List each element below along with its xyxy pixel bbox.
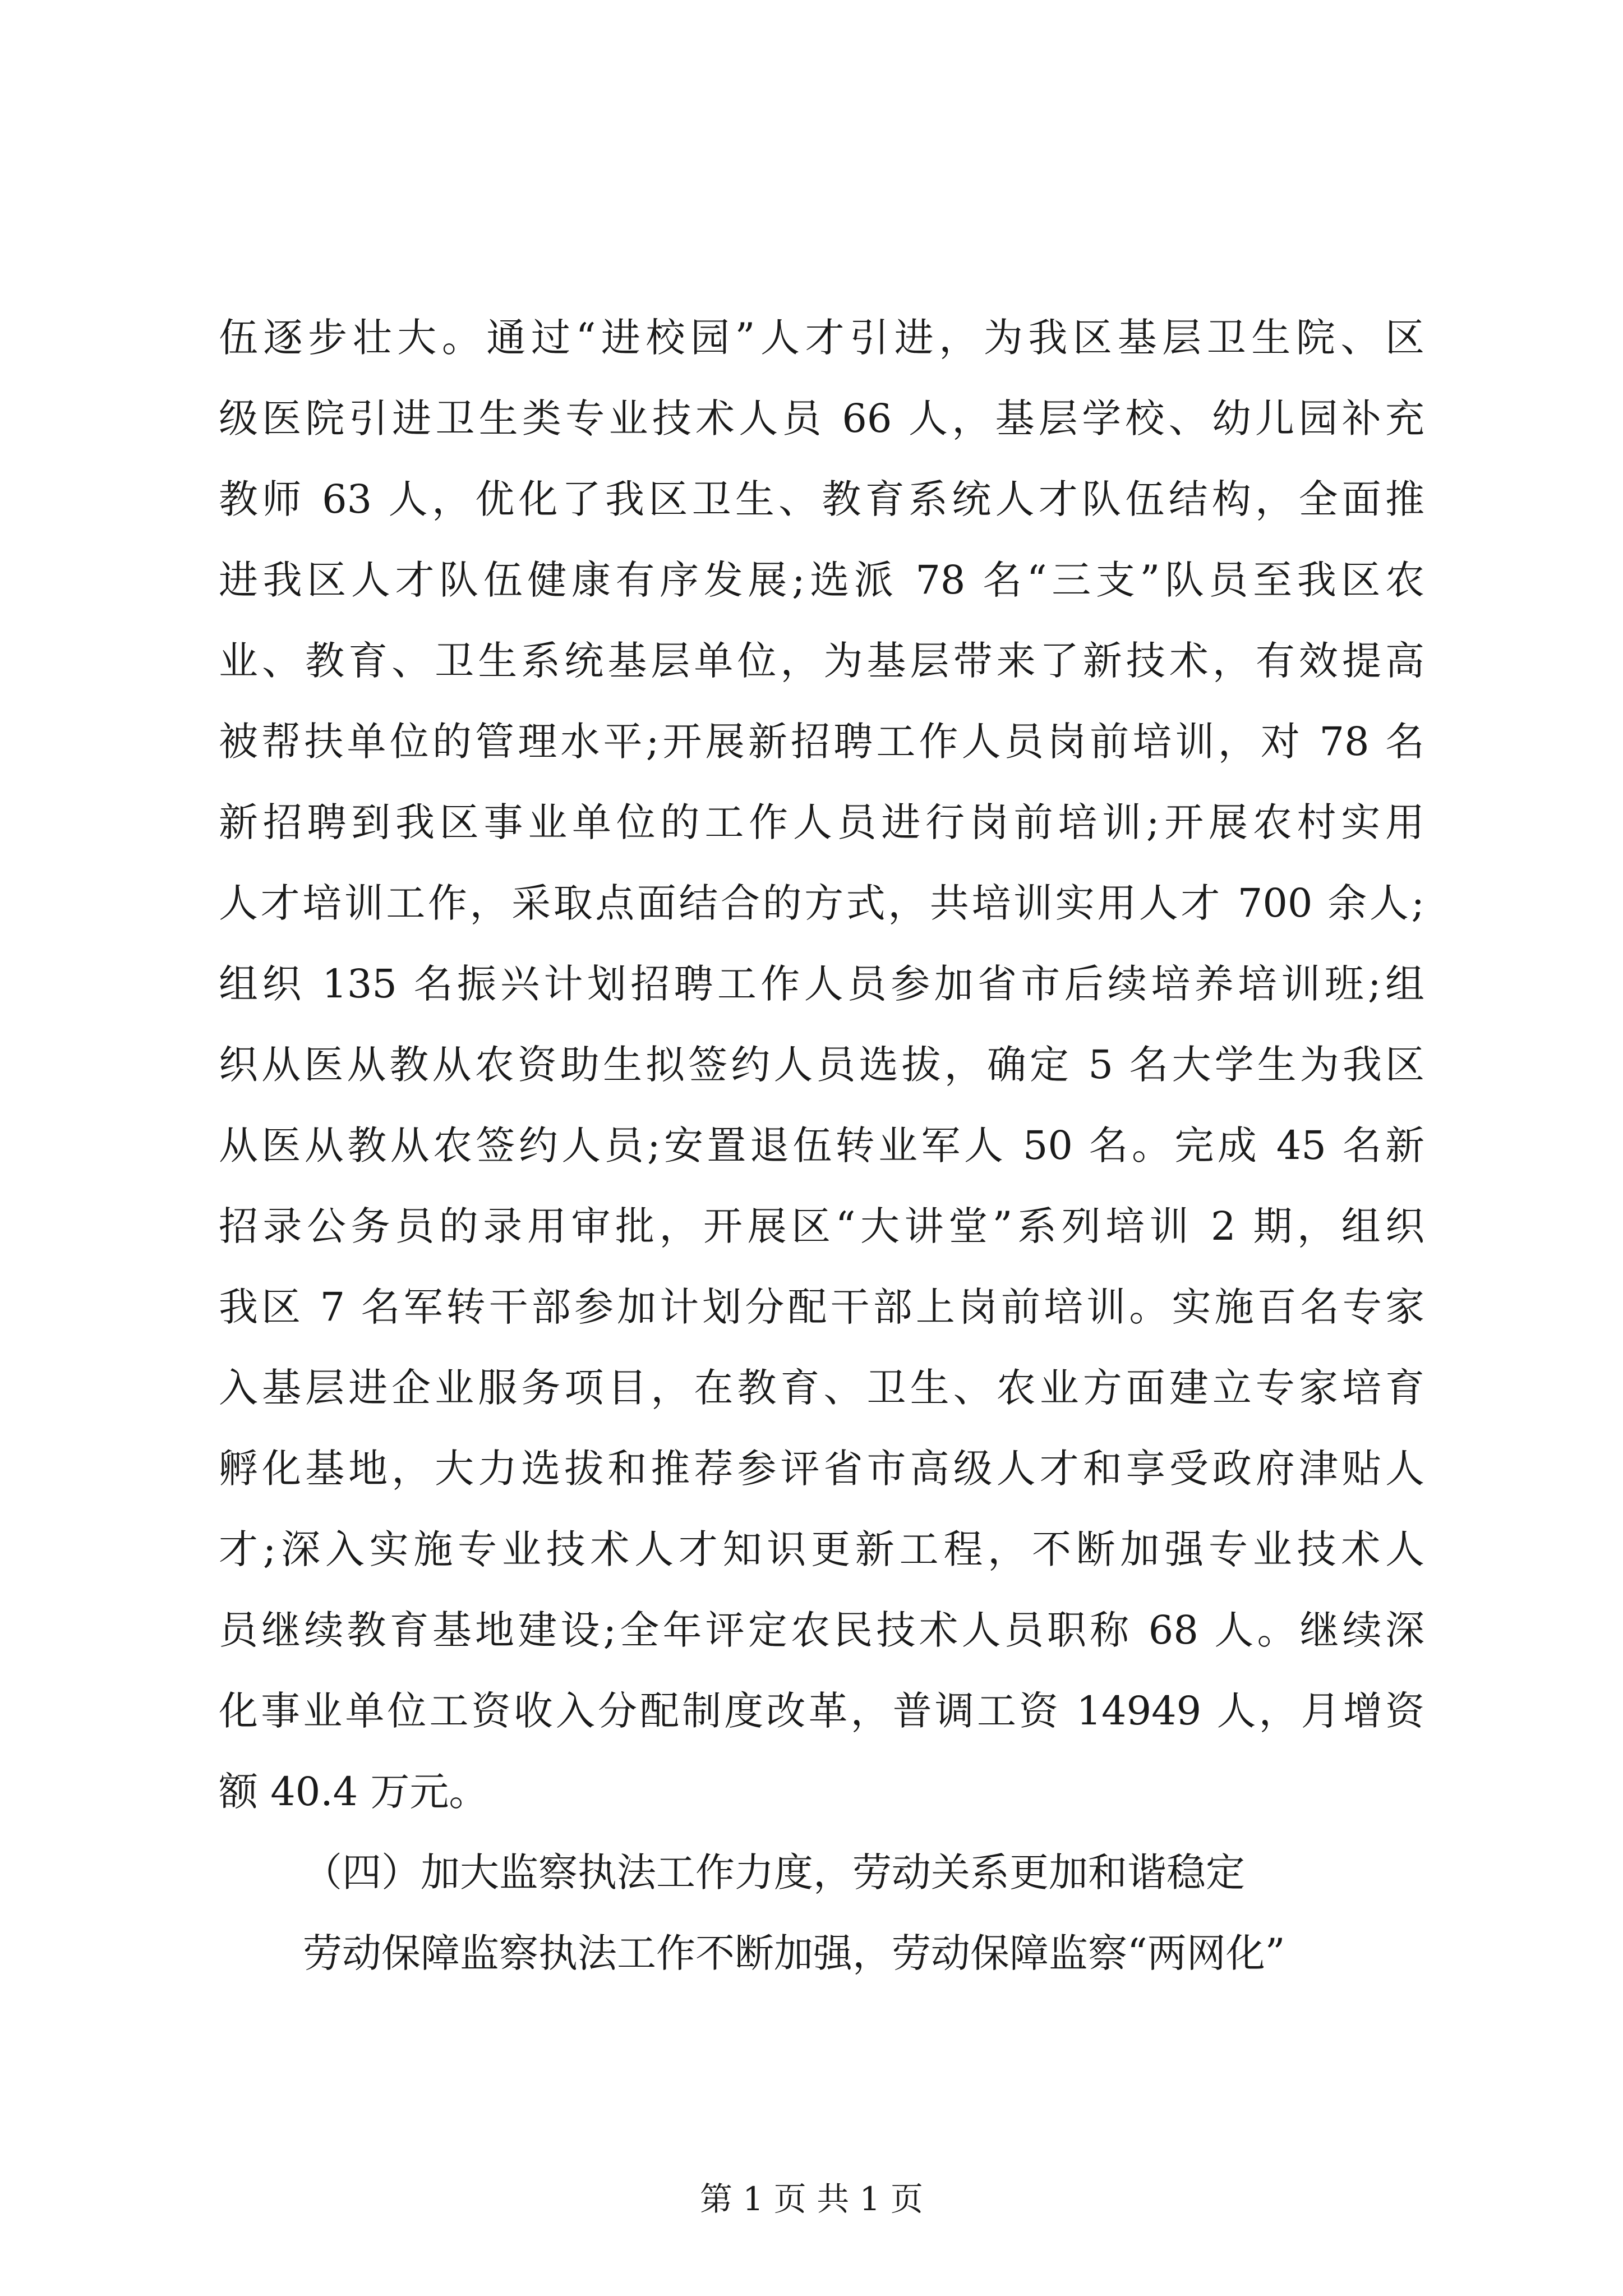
text-line-13: 我区 7 名军转干部参加计划分配干部上岗前培训。实施百名专家 [219, 1284, 1424, 1330]
paragraph-start: 劳动保障监察执法工作不断加强，劳动保障监察“两网化” [303, 1930, 1285, 1976]
text-line-6: 被帮扶单位的管理水平;开展新招聘工作人员岗前培训，对 78 名 [219, 719, 1424, 765]
text-line-1: 伍逐步壮大。通过“进校园”人才引进，为我区基层卫生院、区 [219, 315, 1424, 361]
text-line-8: 人才培训工作，采取点面结合的方式，共培训实用人才 700 余人; [219, 880, 1424, 926]
page-number-footer: 第 1 页 共 1 页 [700, 2180, 923, 2218]
text-line-5: 业、教育、卫生系统基层单位，为基层带来了新技术，有效提高 [219, 638, 1424, 684]
text-line-10: 织从医从教从农资助生拟签约人员选拔，确定 5 名大学生为我区 [219, 1042, 1424, 1088]
text-line-3: 教师 63 人，优化了我区卫生、教育系统人才队伍结构，全面推 [219, 476, 1424, 522]
text-line-15: 孵化基地，大力选拔和推荐参评省市高级人才和享受政府津贴人 [219, 1446, 1424, 1492]
text-line-16: 才;深入实施专业技术人才知识更新工程，不断加强专业技术人 [219, 1526, 1424, 1572]
text-line-11: 从医从教从农签约人员;安置退伍转业军人 50 名。完成 45 名新 [219, 1122, 1424, 1168]
text-line-9: 组织 135 名振兴计划招聘工作人员参加省市后续培养培训班;组 [219, 961, 1424, 1007]
text-line-4: 进我区人才队伍健康有序发展;选派 78 名“三支”队员至我区农 [219, 557, 1424, 603]
text-line-7: 新招聘到我区事业单位的工作人员进行岗前培训;开展农村实用 [219, 799, 1424, 845]
text-line-17: 员继续教育基地建设;全年评定农民技术人员职称 68 人。继续深 [219, 1607, 1424, 1653]
text-line-14: 入基层进企业服务项目，在教育、卫生、农业方面建立专家培育 [219, 1365, 1424, 1411]
text-line-19: 额 40.4 万元。 [219, 1769, 488, 1815]
text-line-2: 级医院引进卫生类专业技术人员 66 人，基层学校、幼儿园补充 [219, 395, 1424, 441]
text-line-18: 化事业单位工资收入分配制度改革，普调工资 14949 人，月增资 [219, 1688, 1424, 1734]
text-line-12: 招录公务员的录用审批，开展区“大讲堂”系列培训 2 期，组织 [219, 1203, 1424, 1249]
body-text [219, 297, 1424, 1994]
section-heading: （四）加大监察执法工作力度，劳动关系更加和谐稳定 [303, 1849, 1245, 1895]
